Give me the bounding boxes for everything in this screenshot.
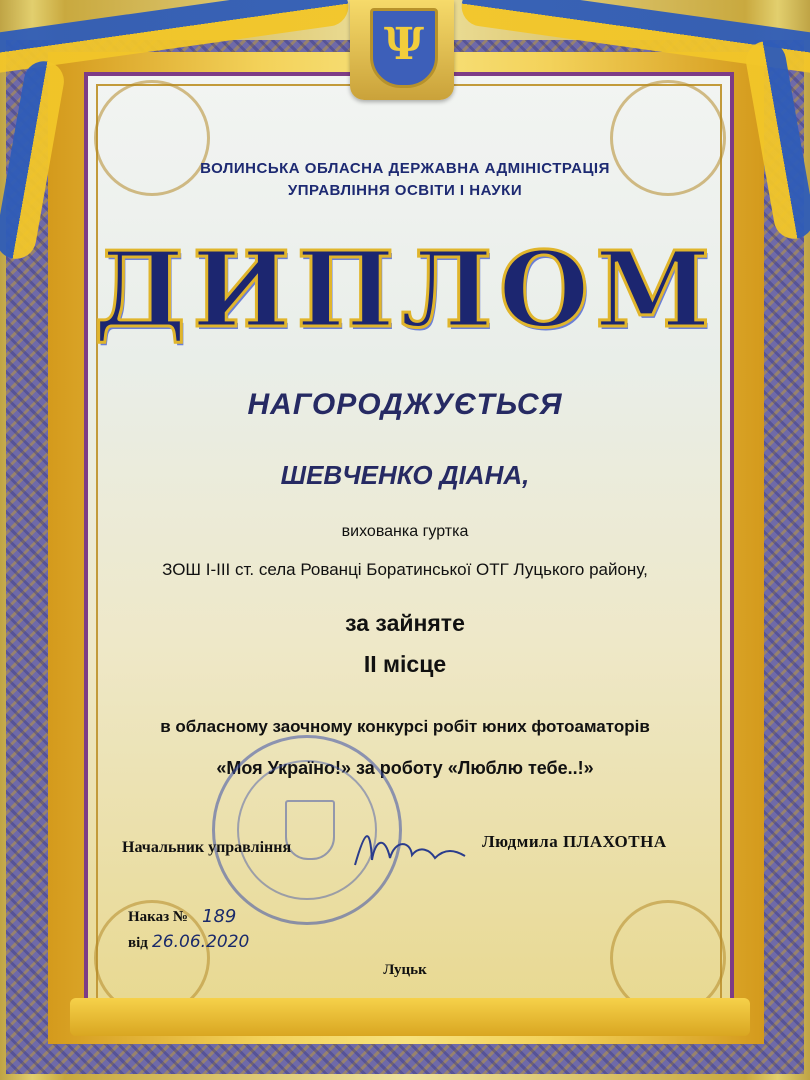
for-label: за зайняте	[345, 610, 465, 636]
corner-ornament	[610, 80, 726, 196]
department-name: УПРАВЛІННЯ ОСВІТИ І НАУКИ	[287, 182, 523, 199]
trident-emblem-icon: Ψ	[350, 0, 454, 100]
corner-ornament	[94, 80, 210, 196]
contest-description: в обласному заочному конкурсі робіт юних фотоаматорів	[160, 717, 650, 736]
city-name: Луцьк	[383, 962, 427, 978]
signatory-position: Начальник управління	[122, 839, 292, 856]
order-date: 26.06.2020	[152, 932, 250, 952]
recipient-name: ШЕВЧЕНКО ДІАНА,	[280, 460, 530, 490]
date-label: від	[128, 935, 148, 951]
school-name: ЗОШ І-ІІІ ст. села Рованці Боратинської ОТГ Луцького району,	[162, 560, 648, 579]
awarded-label: НАГОРОДЖУЄТЬСЯ	[247, 388, 563, 421]
work-title: «Моя Україно!» за роботу «Люблю тебе..!»	[216, 758, 594, 778]
diploma-title: ДИПЛОМ	[93, 228, 717, 351]
handwritten-signature	[350, 820, 470, 880]
order-label: Наказ №	[128, 909, 188, 925]
recipient-role: вихованка гуртка	[341, 523, 469, 540]
order-number: 189	[202, 906, 237, 927]
bottom-ribbon	[70, 998, 750, 1036]
place-awarded: ІІ місце	[363, 651, 447, 677]
administration-name: ВОЛИНСЬКА ОБЛАСНА ДЕРЖАВНА АДМІНІСТРАЦІЯ	[200, 160, 610, 177]
signatory-name: Людмила ПЛАХОТНА	[482, 832, 667, 851]
inner-panel	[84, 72, 734, 1026]
